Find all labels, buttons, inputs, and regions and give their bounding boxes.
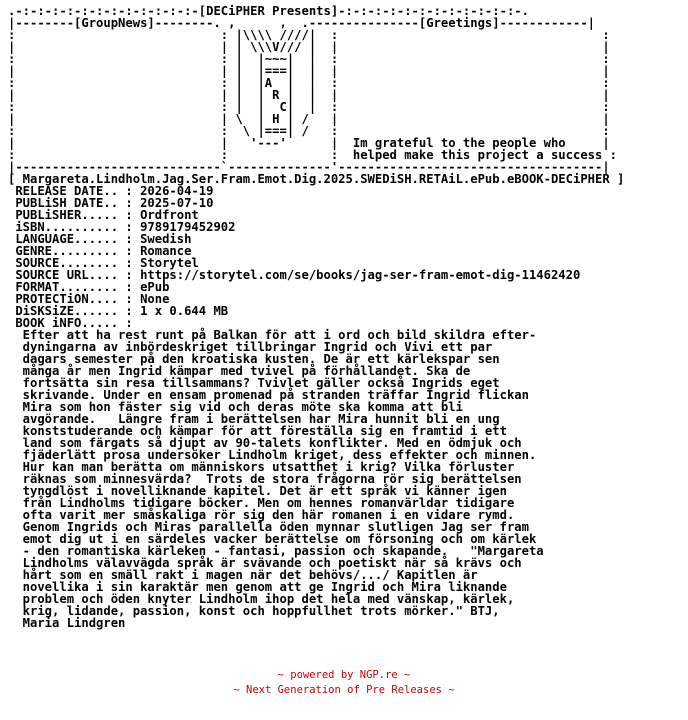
powered-by-footer: ~ powered by NGP.re ~ [277,669,411,681]
nfo-text [8,5,624,629]
release-name: [ Margareta.Lindholm.Jag.Ser.Fram.Emot.Dig.2025.SWEDiSH.RETAiL.ePub.eBOOK-DECiPHER ] [8,172,625,186]
tagline-footer: ~ Next Generation of Pre Releases ~ [233,684,455,696]
release-info-fields: RELEASE DATE.. : 2026-04-19 PUBLiSH DATE.. : 2025-07-10 PUBLiSHER..... : Ordfront iSBN.......... : 9789179452902 LANGUAGE...... : Swedish GENRE......... : Romance SOURCE........ : Storytel SOURCE URL.... : https://storytel.com/se/books/jag-ser-fram-emot-dig-11462420 FORMAT........ : ePub PROTECTiON.... : None DiSKSiZE...... : 1 x 0.644 MB BOOK iNFO..... : [15,184,581,330]
nfo-header-art: .-:-:-:-:-:-:-:-:-:-:-:-:-[DECiPHER Presents]-:-:-:-:-:-:-:-:-:-:-:-:-. |--------[GroupNews]--------. , , .---------------[Greetings]------------| : : |\\\\ ////| : : | | | \\\V/// | | | : : | |~~~| | : : | | | |===| | | | : : | |A | | : : | | | | R | | | | : : | | C| | : : | | \ | H | / | | : : \ |===| / : : | | '---' | Im grateful to the people who | : : : helped make this project a success : |----------------------------`--------------'------------------------------------| [8,4,618,174]
book-info-description: Efter att ha rest runt på Balkan för att i ord och bild skildra efter- dyningarna av inbördeskriget tillbringar Ingrid och Vivi ett par dagars semester på den kroatiska kusten. De är ett kärlekspar sen många år men Ingrid kämpar med tvivel på förhållandet. Ska de fortsätta sin resa tillsammans? Tvivlet gäller också Ingrids eget skrivande. Under en ensam promenad på stranden träffar Ingrid flickan Mira som hon fäster sig vid och deras möte ska komma att bli avgörande. Längre fram i berättelsen har Mira hunnit bli en ung konststuderande och kämpar för att föreställa sig en framtid i ett land som färgats så djupt av 90-talets konflikter. Med en ödmjuk och fjäderlätt prosa undersöker Lindholm kriget, dess effekter och minnen. Hur kan man berätta om människors utsatthet i krig? Vilka förluster räknas som minnesvärda? Trots de stora frågorna rör sig berättelsen tyngdlöst i novelliknande kapitel. Det är ett språk vi känner igen från Lindholms tidigare böcker. Men om hennes romanvärldar tidigare ofta varit mer småskaliga rör sig den här romanen i en vidare rymd. Genom Ingrids och Miras parallella öden mynnar slutligen Jag ser fram emot dig ut i en särdeles vacker berättelse om försoning och om kärlek - den romantiska kärleken - fantasi, passion och skapande. "Margareta Lindholms välavvägda språk är svävande och poetiskt när så krävs och hårt som en smäll rakt i magen när det behövs/.../ Kapitlen är novellika i sin karaktär men genom att ge Ingrid och Mira liknande problem och öden knyter Lindholm ihop det hela med vänskap, kärlek, krig, lidande, passion, konst och hoppfullhet trots mörker." BTJ, Maria Lindgren [22,328,544,630]
